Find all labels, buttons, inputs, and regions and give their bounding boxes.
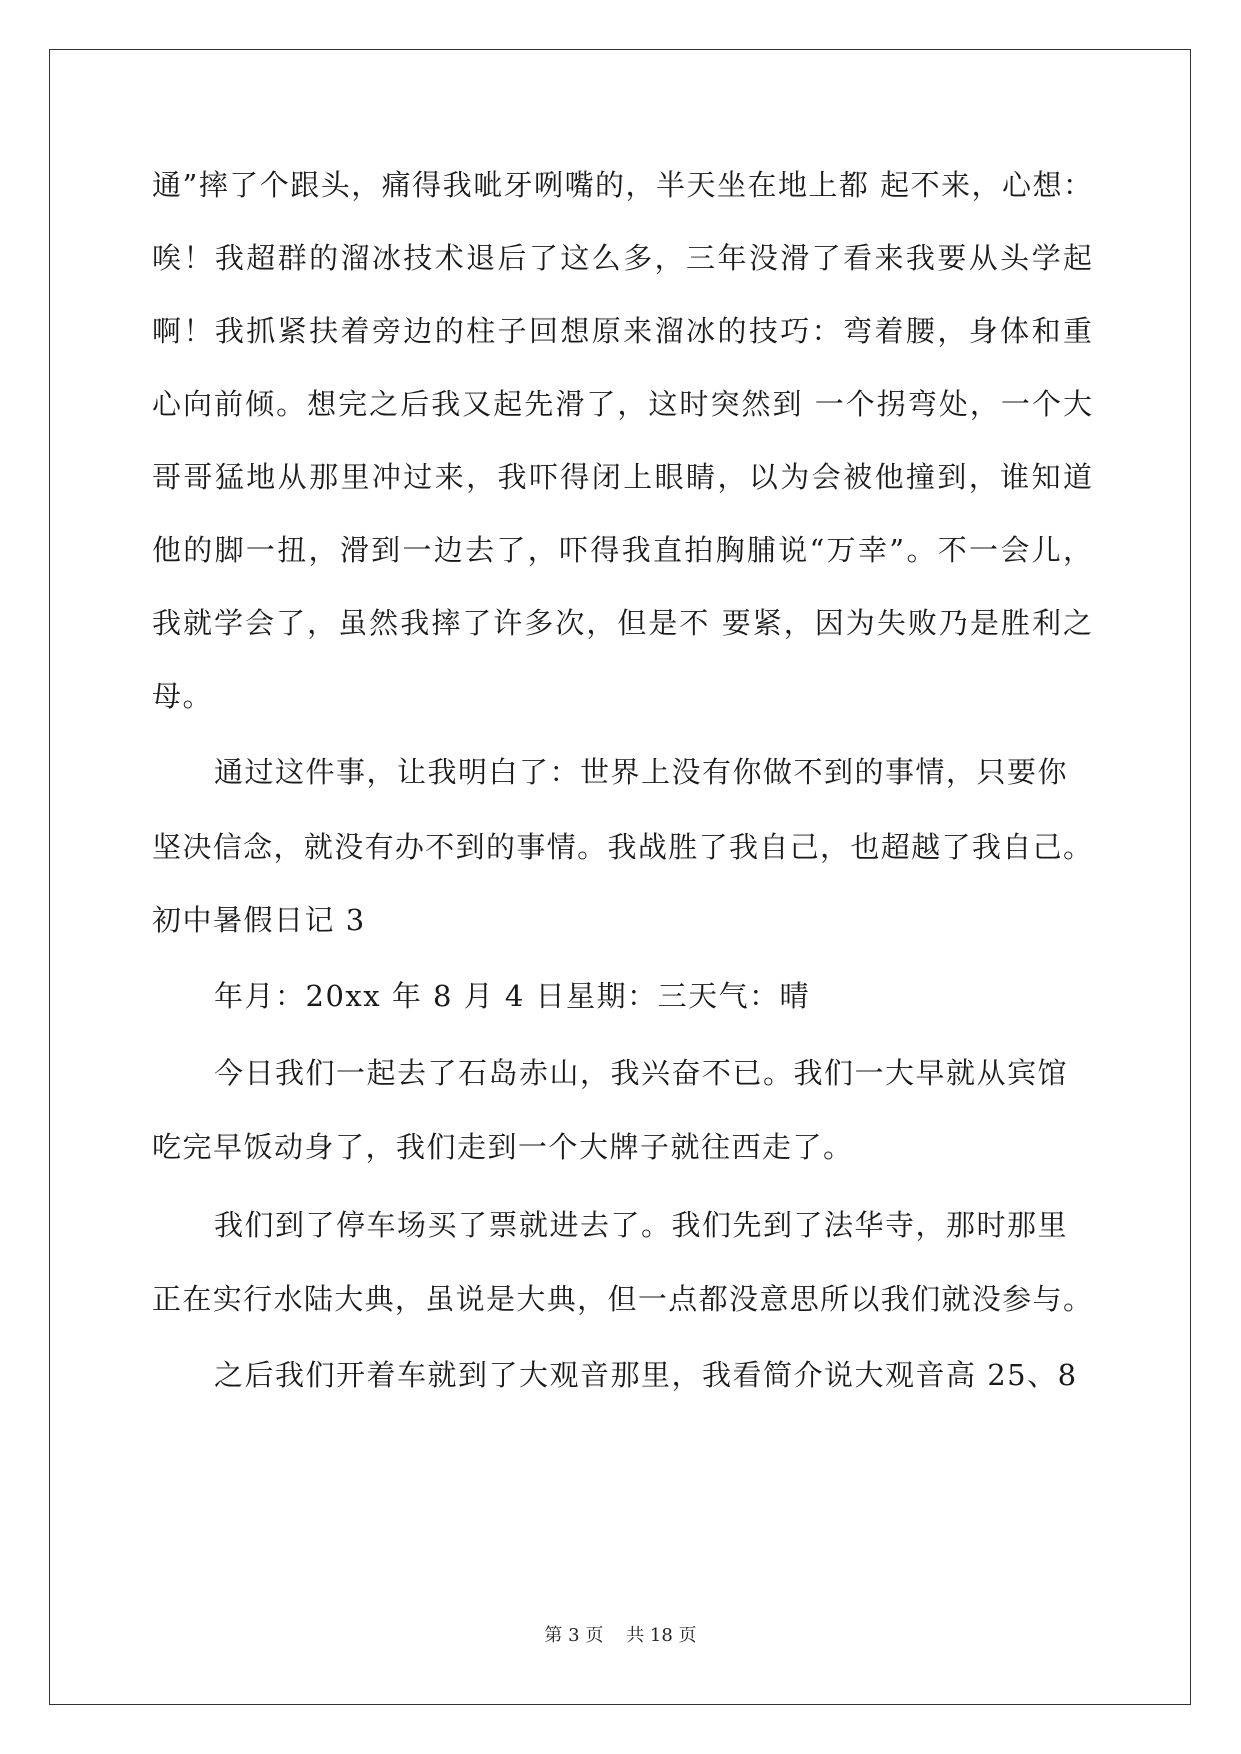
paragraph-start-line: 今日我们一起去了石岛赤山，我兴奋不已。我们一大早就从宾馆 [214,1056,1069,1090]
text-line: 他的脚一扭，滑到一边去了，吓得我直拍胸脯说“万幸”。不一会儿， [152,533,1092,567]
text-line: 通”摔了个跟头，痛得我呲牙咧嘴的，半天坐在地上都 起不来，心想： [152,168,1092,202]
page-number: 第 3 页 共 18 页 [544,1625,697,1646]
text-line: 吃完早饭动身了，我们走到一个大牌子就往西走了。 [152,1130,854,1164]
text-line: 啊！我抓紧扶着旁边的柱子回想原来溜冰的技巧：弯着腰，身体和重 [152,314,1092,348]
paragraph-start-line: 之后我们开着车就到了大观音那里，我看简介说大观音高 25、8 [214,1358,1078,1392]
page-border [49,49,1191,1705]
text-line: 唉！我超群的溜冰技术退后了这么多，三年没滑了看来我要从头学起 [152,241,1092,275]
paragraph-start-line: 我们到了停车场买了票就进去了。我们先到了法华寺，那时那里 [214,1208,1069,1242]
paragraph-start-line: 通过这件事，让我明白了：世界上没有你做不到的事情，只要你 [214,755,1069,789]
page-footer [0,1624,1241,1648]
date-weather-line: 年月：20xx 年 8 月 4 日星期：三天气：晴 [214,979,811,1013]
text-line: 哥哥猛地从那里冲过来，我吓得闭上眼睛，以为会被他撞到，谁知道 [152,460,1092,494]
section-heading: 初中暑假日记 3 [152,903,366,937]
text-line: 心向前倾。想完之后我又起先滑了，这时突然到 一个拐弯处，一个大 [152,387,1092,421]
text-line: 母。 [152,679,214,713]
text-line: 正在实行水陆大典，虽说是大典，但一点都没意思所以我们就没参与。 [152,1282,1092,1316]
text-line: 坚决信念，就没有办不到的事情。我战胜了我自己，也超越了我自己。 [152,830,1092,864]
text-line: 我就学会了，虽然我摔了许多次，但是不 要紧，因为失败乃是胜利之 [152,606,1092,640]
